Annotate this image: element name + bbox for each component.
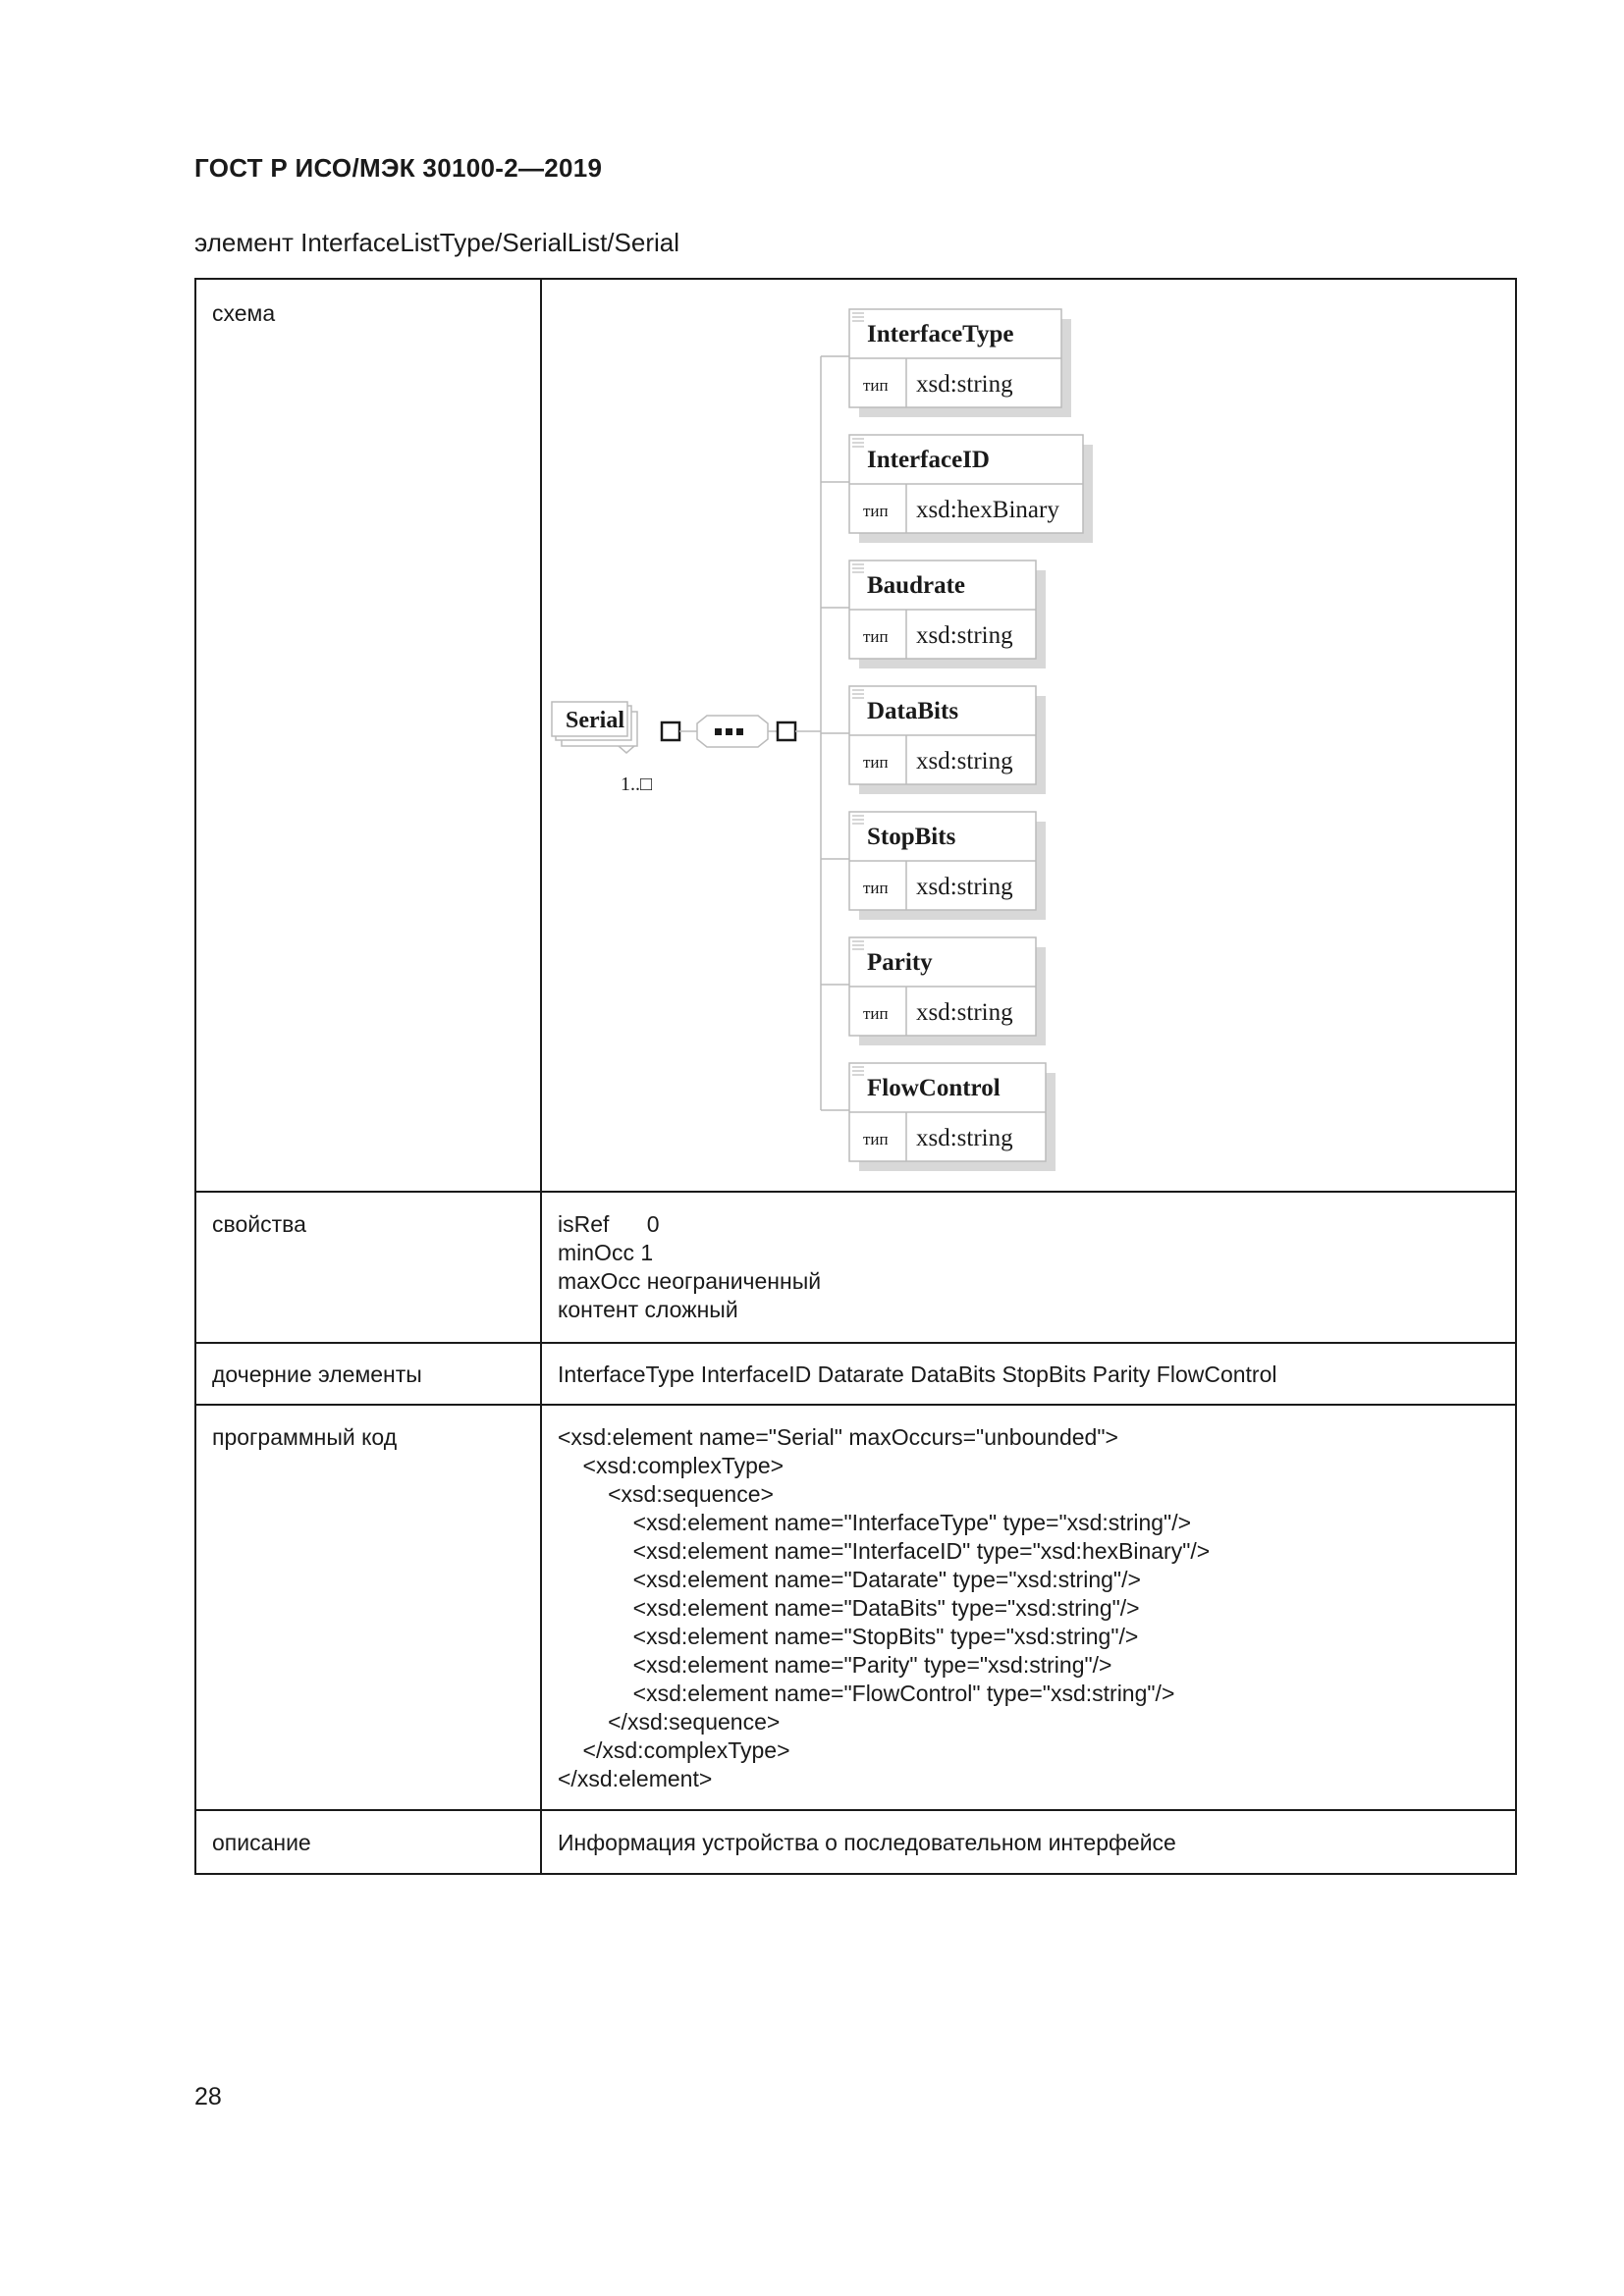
child-element-type: xsd:string bbox=[916, 1125, 1013, 1151]
children-label: дочерние элементы bbox=[195, 1343, 541, 1405]
root-occurs-label: 1..□ bbox=[621, 774, 653, 795]
child-element-box bbox=[821, 686, 1046, 794]
type-label: тип bbox=[863, 879, 889, 897]
children-value: InterfaceType InterfaceID Datarate DataBits StopBits Parity FlowControl bbox=[541, 1343, 1516, 1405]
child-element-box bbox=[821, 937, 1046, 1045]
table-row bbox=[195, 1405, 1516, 1810]
type-label: тип bbox=[863, 502, 889, 520]
type-label: тип bbox=[863, 1130, 889, 1148]
properties-cell bbox=[541, 1192, 1516, 1343]
type-label: тип bbox=[863, 376, 889, 395]
code-line: <xsd:element name="StopBits" type="xsd:string"/> bbox=[558, 1624, 1139, 1649]
description-value: Информация устройства о последовательном интерфейсе bbox=[541, 1810, 1516, 1874]
child-element-box bbox=[821, 435, 1093, 543]
source-code-cell bbox=[541, 1405, 1516, 1810]
table-row bbox=[195, 279, 1516, 1192]
table-row bbox=[195, 1810, 1516, 1874]
code-line: <xsd:element name="InterfaceType" type="xsd:string"/> bbox=[558, 1510, 1192, 1535]
element-caption: элемент InterfaceListType/SerialList/Serial bbox=[194, 228, 679, 257]
page-number: 28 bbox=[194, 2083, 222, 2110]
child-element-name: FlowControl bbox=[867, 1075, 1001, 1101]
property-minocc: minOcc 1 bbox=[558, 1240, 654, 1265]
child-element-box bbox=[821, 812, 1046, 920]
child-element-name: StopBits bbox=[867, 824, 956, 850]
type-label: тип bbox=[863, 627, 889, 646]
child-element-type: xsd:string bbox=[916, 874, 1013, 900]
expand-icon bbox=[662, 722, 679, 740]
child-elements bbox=[821, 309, 1093, 1171]
code-line: <xsd:element name="Serial" maxOccurs="unbounded"> bbox=[558, 1424, 1118, 1450]
table-row bbox=[195, 1343, 1516, 1405]
document-header: ГОСТ Р ИСО/МЭК 30100-2—2019 bbox=[194, 153, 603, 183]
child-element-name: Baudrate bbox=[867, 572, 965, 599]
child-element-type: xsd:string bbox=[916, 748, 1013, 774]
child-element-box bbox=[821, 561, 1046, 668]
expand-icon bbox=[778, 722, 795, 740]
code-line: <xsd:element name="Datarate" type="xsd:string"/> bbox=[558, 1567, 1141, 1592]
root-element-name: Serial bbox=[566, 708, 624, 733]
type-label: тип bbox=[863, 1004, 889, 1023]
child-element-name: DataBits bbox=[867, 698, 959, 724]
root-element-box bbox=[552, 702, 699, 795]
source-label: программный код bbox=[195, 1405, 541, 1810]
code-line: <xsd:complexType> bbox=[558, 1453, 785, 1478]
schema-diagram bbox=[542, 280, 1517, 1189]
code-line: <xsd:element name="FlowControl" type="xsd:string"/> bbox=[558, 1681, 1175, 1706]
schema-label: схема bbox=[195, 279, 541, 1192]
child-element-box bbox=[821, 1063, 1056, 1171]
description-label: описание bbox=[195, 1810, 541, 1874]
sequence-compositor bbox=[697, 716, 821, 747]
code-line: <xsd:sequence> bbox=[558, 1481, 774, 1507]
child-element-type: xsd:string bbox=[916, 622, 1013, 649]
code-line: </xsd:sequence> bbox=[558, 1709, 781, 1735]
child-element-type: xsd:string bbox=[916, 999, 1013, 1026]
property-isref: isRef 0 bbox=[558, 1211, 660, 1237]
property-maxocc: maxOcc неограниченный bbox=[558, 1268, 822, 1294]
code-line: <xsd:element name="Parity" type="xsd:string"/> bbox=[558, 1652, 1112, 1678]
chevron-down-icon bbox=[619, 746, 634, 753]
child-element-type: xsd:string bbox=[916, 371, 1013, 398]
child-element-name: Parity bbox=[867, 949, 933, 976]
child-element-name: InterfaceID bbox=[867, 447, 990, 473]
type-label: тип bbox=[863, 753, 889, 772]
sequence-icon bbox=[715, 728, 722, 735]
code-line: </xsd:complexType> bbox=[558, 1737, 790, 1763]
schema-cell bbox=[541, 279, 1516, 1192]
child-element-type: xsd:hexBinary bbox=[916, 497, 1059, 523]
code-line: <xsd:element name="DataBits" type="xsd:string"/> bbox=[558, 1595, 1140, 1621]
property-content: контент сложный bbox=[558, 1297, 738, 1322]
child-element-box bbox=[821, 309, 1071, 417]
code-line: </xsd:element> bbox=[558, 1766, 713, 1791]
child-element-name: InterfaceType bbox=[867, 321, 1014, 347]
properties-label: свойства bbox=[195, 1192, 541, 1343]
element-spec-table bbox=[194, 278, 1517, 1875]
table-row bbox=[195, 1192, 1516, 1343]
code-line: <xsd:element name="InterfaceID" type="xsd:hexBinary"/> bbox=[558, 1538, 1211, 1564]
